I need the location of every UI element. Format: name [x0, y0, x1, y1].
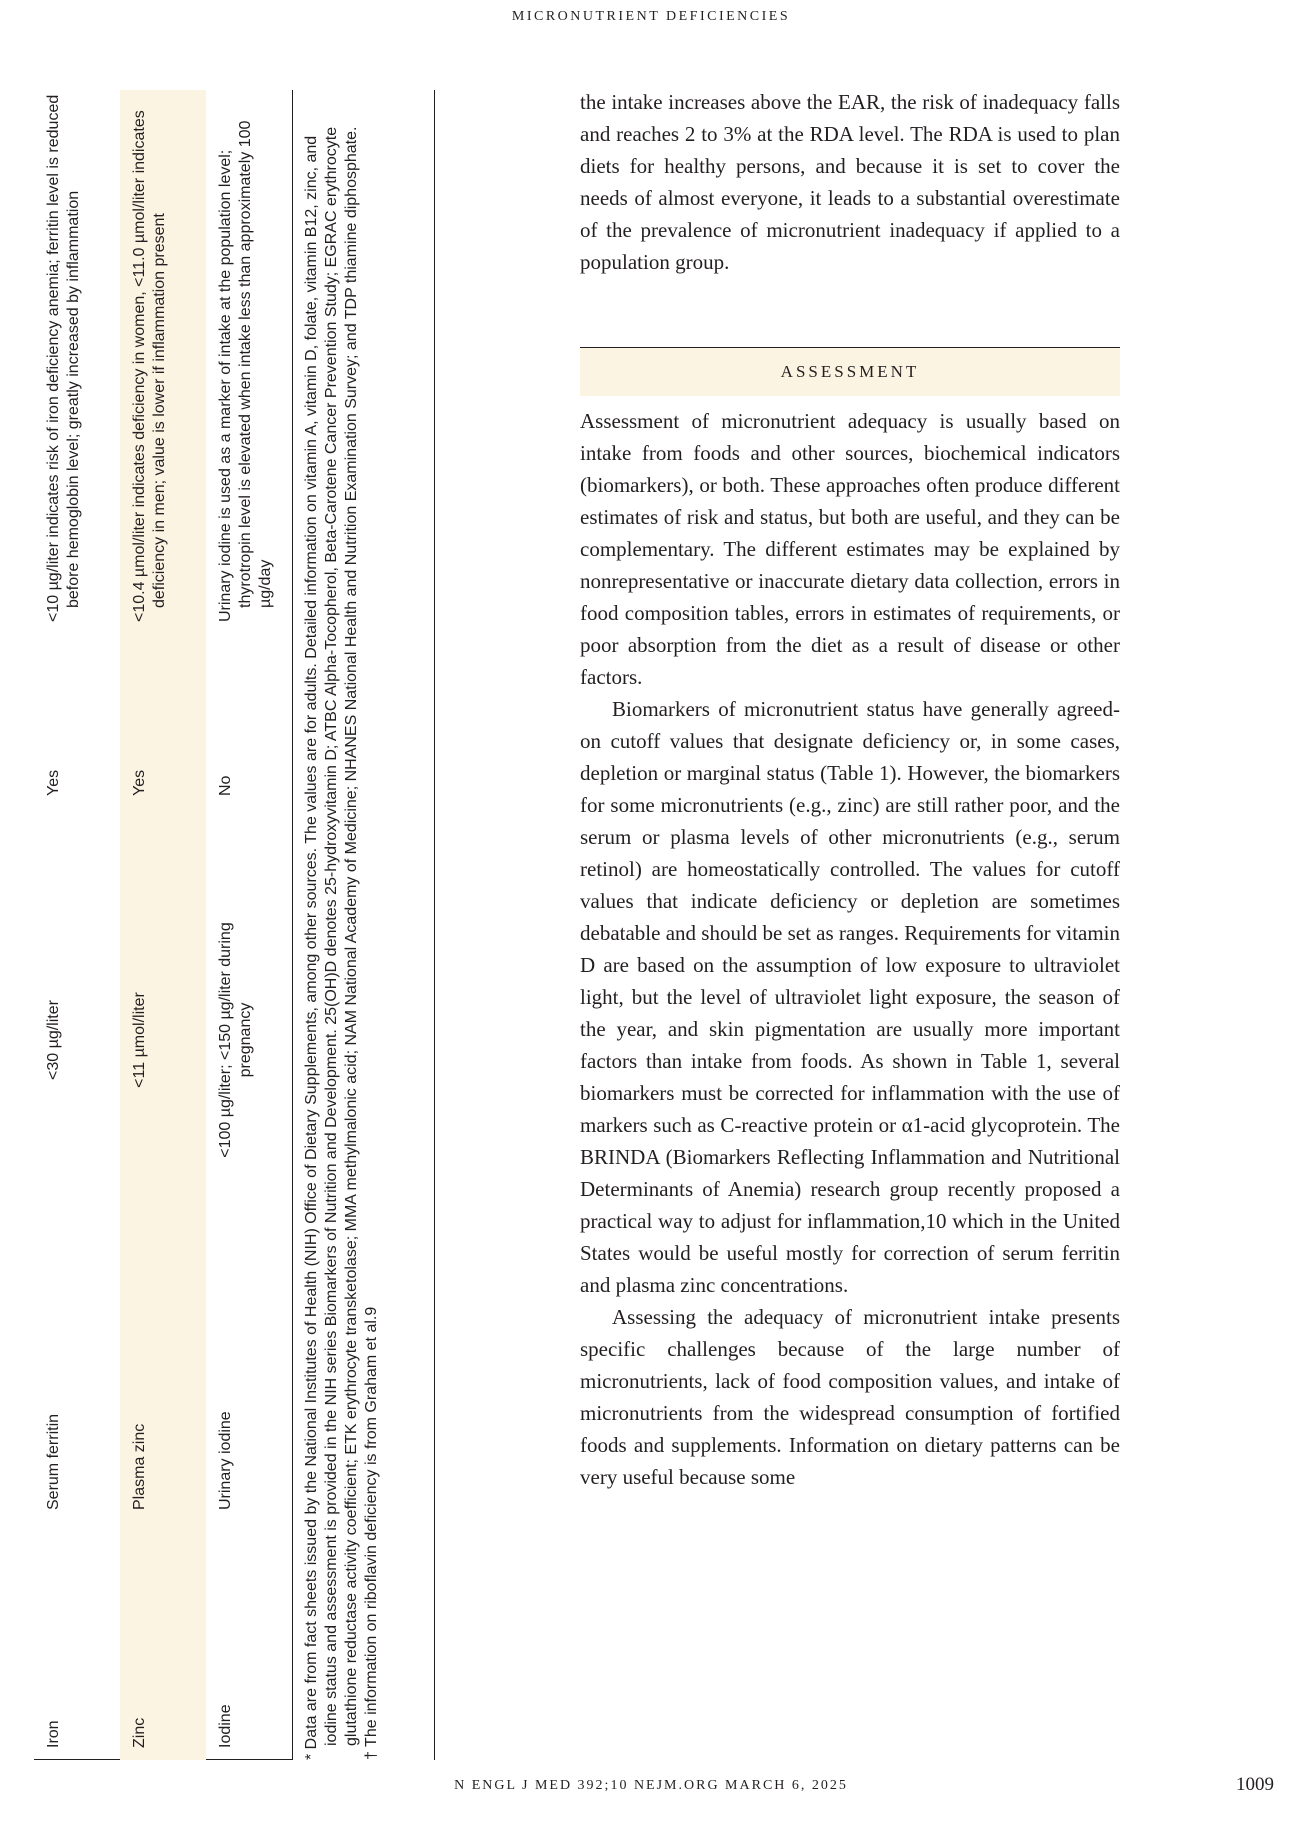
- table-row: [34, 90, 120, 1760]
- cutoff-cell: <100 µg/liter; <150 µg/liter during pregnancy: [217, 922, 254, 1158]
- cutoff-cell: <11 µmol/liter: [131, 992, 148, 1088]
- table-bottom-rule: [292, 90, 293, 1760]
- running-head: MICRONUTRIENT DEFICIENCIES: [511, 9, 791, 24]
- cutoff-cell: <30 µg/liter: [45, 1000, 62, 1080]
- comment-cell: <10.4 µmol/liter indicates deficiency in women, <11.0 µmol/liter indicates deficiency in men; value is lower if inflammation present: [131, 110, 168, 622]
- section-heading: ASSESSMENT: [580, 347, 1120, 396]
- table-1-continued: [34, 90, 464, 1760]
- nutrient-cell: Zinc: [131, 1717, 148, 1748]
- table-row: [206, 90, 292, 1760]
- comment-cell: <10 µg/liter indicates risk of iron deficiency anemia; ferritin level is reduced before hemoglobin level; greatly increased by inflammation: [45, 94, 82, 622]
- inflammation-cell: Yes: [45, 769, 62, 796]
- paragraph: Biomarkers of micronutrient status have generally agreed-on cutoff values that designate deficiency or, in some cases, depletion or marginal status (Table 1). However, the biomarkers for some micronutrients (e.g., zinc) are still rather poor, and the serum or plasma levels of other micronutrients (e.g., serum retinol) are homeostatically controlled. The values for cutoff values that indicate deficiency or depletion are sometimes debatable and should be set as ranges. Requirements for vitamin D are based on the assumption of low exposure to ultraviolet light, but the level of ultraviolet light exposure, the season of the year, and skin pigmentation are usually more important factors than intake from foods. As shown in Table 1, several biomarkers must be corrected for inflammation with the use of markers such as C-reactive protein or α1-acid glycoprotein. The BRINDA (Biomarkers Reflecting Inflammation and Nutritional Determinants of Anemia) research group recently proposed a practical way to adjust for inflammation,10 which in the United States would be useful mostly for correction of serum ferritin and plasma zinc concentrations.: [580, 697, 1121, 1297]
- body-text-top: [580, 86, 1120, 278]
- footnote-bottom-rule: [434, 90, 435, 1760]
- inflammation-cell: Yes: [131, 769, 148, 796]
- paragraph: Assessing the adequacy of micronutrient intake presents specific challenges because of the large number of micronutrients, lack of food composition values, and intake of micronutrients from the widespread consumption of fortified foods and supplements. Information on dietary patterns can be very useful because some: [580, 1305, 1120, 1489]
- paragraph: the intake increases above the EAR, the risk of inadequacy falls and reaches 2 to 3% at the RDA level. The RDA is used to plan diets for healthy persons, and because it is set to cover the needs of almost everyone, it leads to a substantial overestimate of the prevalence of micronutrient inadequacy if applied to a population group.: [580, 90, 1120, 274]
- inflammation-cell: No: [217, 775, 234, 796]
- page-number: 1009: [1236, 1774, 1274, 1795]
- table-footnotes: [302, 90, 382, 1760]
- biomarker-cell: Plasma zinc: [131, 1423, 148, 1510]
- table-row: [120, 90, 206, 1760]
- nutrient-cell: Iron: [45, 1720, 62, 1748]
- biomarker-cell: Urinary iodine: [217, 1411, 234, 1510]
- footnote-dagger: † The information on riboflavin deficiency is from Graham et al.9: [363, 1306, 380, 1760]
- paragraph: Assessment of micronutrient adequacy is usually based on intake from foods and other sources, biochemical indicators (biomarkers), or both. These approaches often produce different estimates of risk and status, but both are useful, and they can be complementary. The different estimates may be explained by nonrepresentative or inaccurate dietary data collection, errors in food composition tables, errors in estimates of requirements, or poor absorption from the diet as a result of disease or other factors.: [580, 409, 1120, 689]
- footnote-star: * Data are from fact sheets issued by the National Institutes of Health (NIH) Office of Dietary Supplements, among other sources. The values are for adults. Detailed information on vitamin A, vitamin D, folate, vitamin B12, zinc, and iodine status and assessment is provided in the NIH series Biomarkers of Nutrition and Development. 25(OH)D denotes 25-hydroxyvitamin D; ATBC Alpha-Tocopherol, Beta-Carotene Cancer Prevention Study; EGRAC erythrocyte glutathione reductase activity coefficient; ETK erythrocyte transketolase; MMA methylmalonic acid; NAM National Academy of Medicine; NHANES National Health and Nutrition Examination Survey; and TDP thiamine diphosphate.: [303, 126, 360, 1760]
- nutrient-cell: Iodine: [217, 1704, 234, 1748]
- biomarker-cell: Serum ferritin: [45, 1413, 62, 1510]
- journal-citation: N ENGL J MED 392;10 NEJM.ORG MARCH 6, 2025: [454, 1778, 848, 1793]
- comment-cell: Urinary iodine is used as a marker of intake at the population level; thyrotropin level is elevated when intake less than approximately 100 µg/day: [217, 120, 274, 622]
- body-text-assessment: [580, 405, 1120, 1493]
- rotated-table-region: [34, 90, 464, 1760]
